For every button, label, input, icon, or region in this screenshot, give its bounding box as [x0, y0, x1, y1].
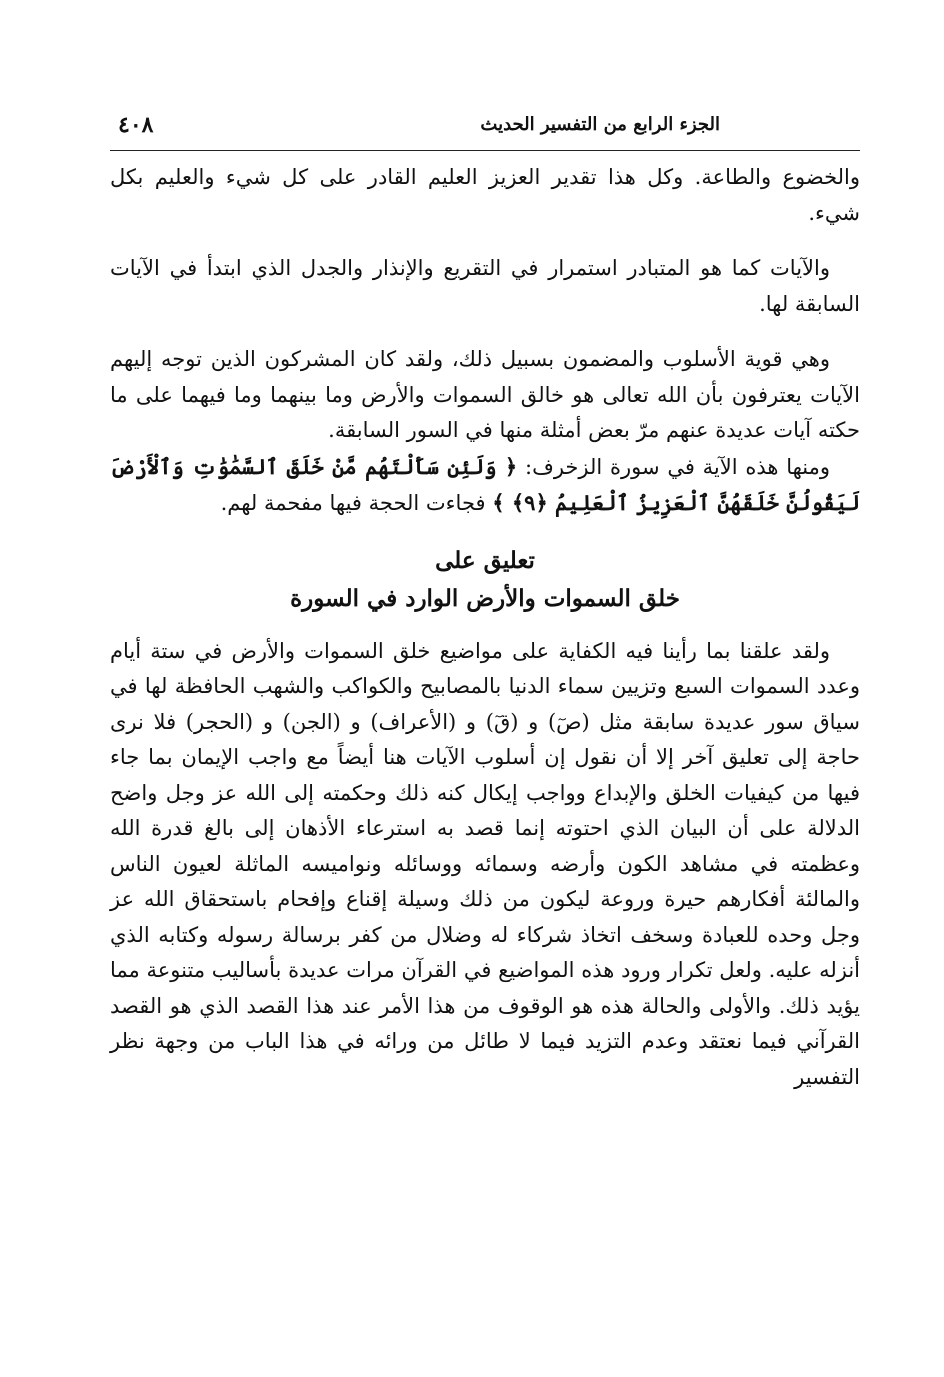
- quran-verse: ﴿ وَلَئِن سَأَلْتَهُم مَّنْ خَلَقَ ٱلسَّمَٰوَٰتِ وَٱلْأَرْضَ لَيَقُولُنَّ خَلَقَهُنَّ ٱلْعَزِيزُ ٱلْعَلِيمُ ﴿٩﴾ ﴾: [110, 453, 860, 515]
- running-header: [110, 108, 860, 152]
- header-title: الجزء الرابع من التفسير الحديث: [480, 114, 720, 135]
- paragraph-4-outro: فجاءت الحجة فيها مفحمة لهم.: [220, 491, 486, 515]
- page-number: ٤٠٨: [118, 112, 154, 138]
- paragraph-2: والآيات كما هو المتبادر استمرار في التقريع والإنذار والجدل الذي ابتدأ في الآيات السابقة لها.: [110, 256, 860, 316]
- paragraph-4-intro: ومنها هذه الآية في سورة الزخرف:: [525, 454, 830, 479]
- paragraph-1: والخضوع والطاعة. وكل هذا تقدير العزيز العليم القادر على كل شيء والعليم بكل شيء.: [110, 165, 860, 225]
- page-body: [110, 160, 860, 1115]
- section-heading-line-1: تعليق على: [435, 546, 535, 574]
- paragraph-5: ولقد علقنا بما رأينا فيه الكفاية على مواضيع خلق السموات والأرض في ستة أيام وعدد السموات السبع وتزيين سماء الدنيا بالمصابيح والكواكب والشهب الحافظة لها في سياق سور عديدة سابقة مثل (صٓ) و (قٓ) و (الأعراف) و (الجن) و (الحجر) فلا نرى حاجة إلى تعليق آخر إلا أن نقول إن أسلوب الآيات هنا أيضاً مع واجب الإيمان بما جاء فيها من كيفيات الخلق والإبداع وواجب إيكال كنه ذلك وحكمته إلى الله عز وجل واضح الدلالة على أن البيان الذي احتوته إنما قصد به استرعاء الأذهان إلى بالغ قدرة الله وعظمته في مشاهد الكون وأرضه وسمائه ووسائله ونواميسه الماثلة لعيون الناس والمالئة أفكارهم حيرة وروعة ليكون من ذلك وسيلة إقناع وإفحام باستحقاق الله عز وجل وحده للعبادة وسخف اتخاذ شركاء له وضلال من كفر برسالة رسوله وكتابه الذي أنزله عليه. ولعل تكرار ورود هذه المواضيع في القرآن مرات عديدة بأساليب متنوعة مما يؤيد ذلك. والأولى والحالة هذه هو الوقوف من هذا الأمر عند هذا القصد الذي هو القصد القرآني فيما نعتقد وعدم التزيد فيما لا طائل من ورائه في هذا الباب من وجهة نظر التفسير: [110, 638, 861, 1089]
- section-heading-line-2: خلق السموات والأرض الوارد في السورة: [290, 584, 680, 612]
- header-divider: [110, 150, 860, 151]
- paragraph-3: وهي قوية الأسلوب والمضمون بسبيل ذلك، ولقد كان المشركون الذين توجه إليهم الآيات يعترفون بأن الله تعالى هو خالق السموات والأرض وما بينهما وما فيهما على ما حكته آيات عديدة عنهم مرّ بعض أمثلة منها في السور السابقة.: [110, 347, 860, 442]
- paragraph-4: [110, 449, 860, 522]
- section-heading: [110, 542, 860, 618]
